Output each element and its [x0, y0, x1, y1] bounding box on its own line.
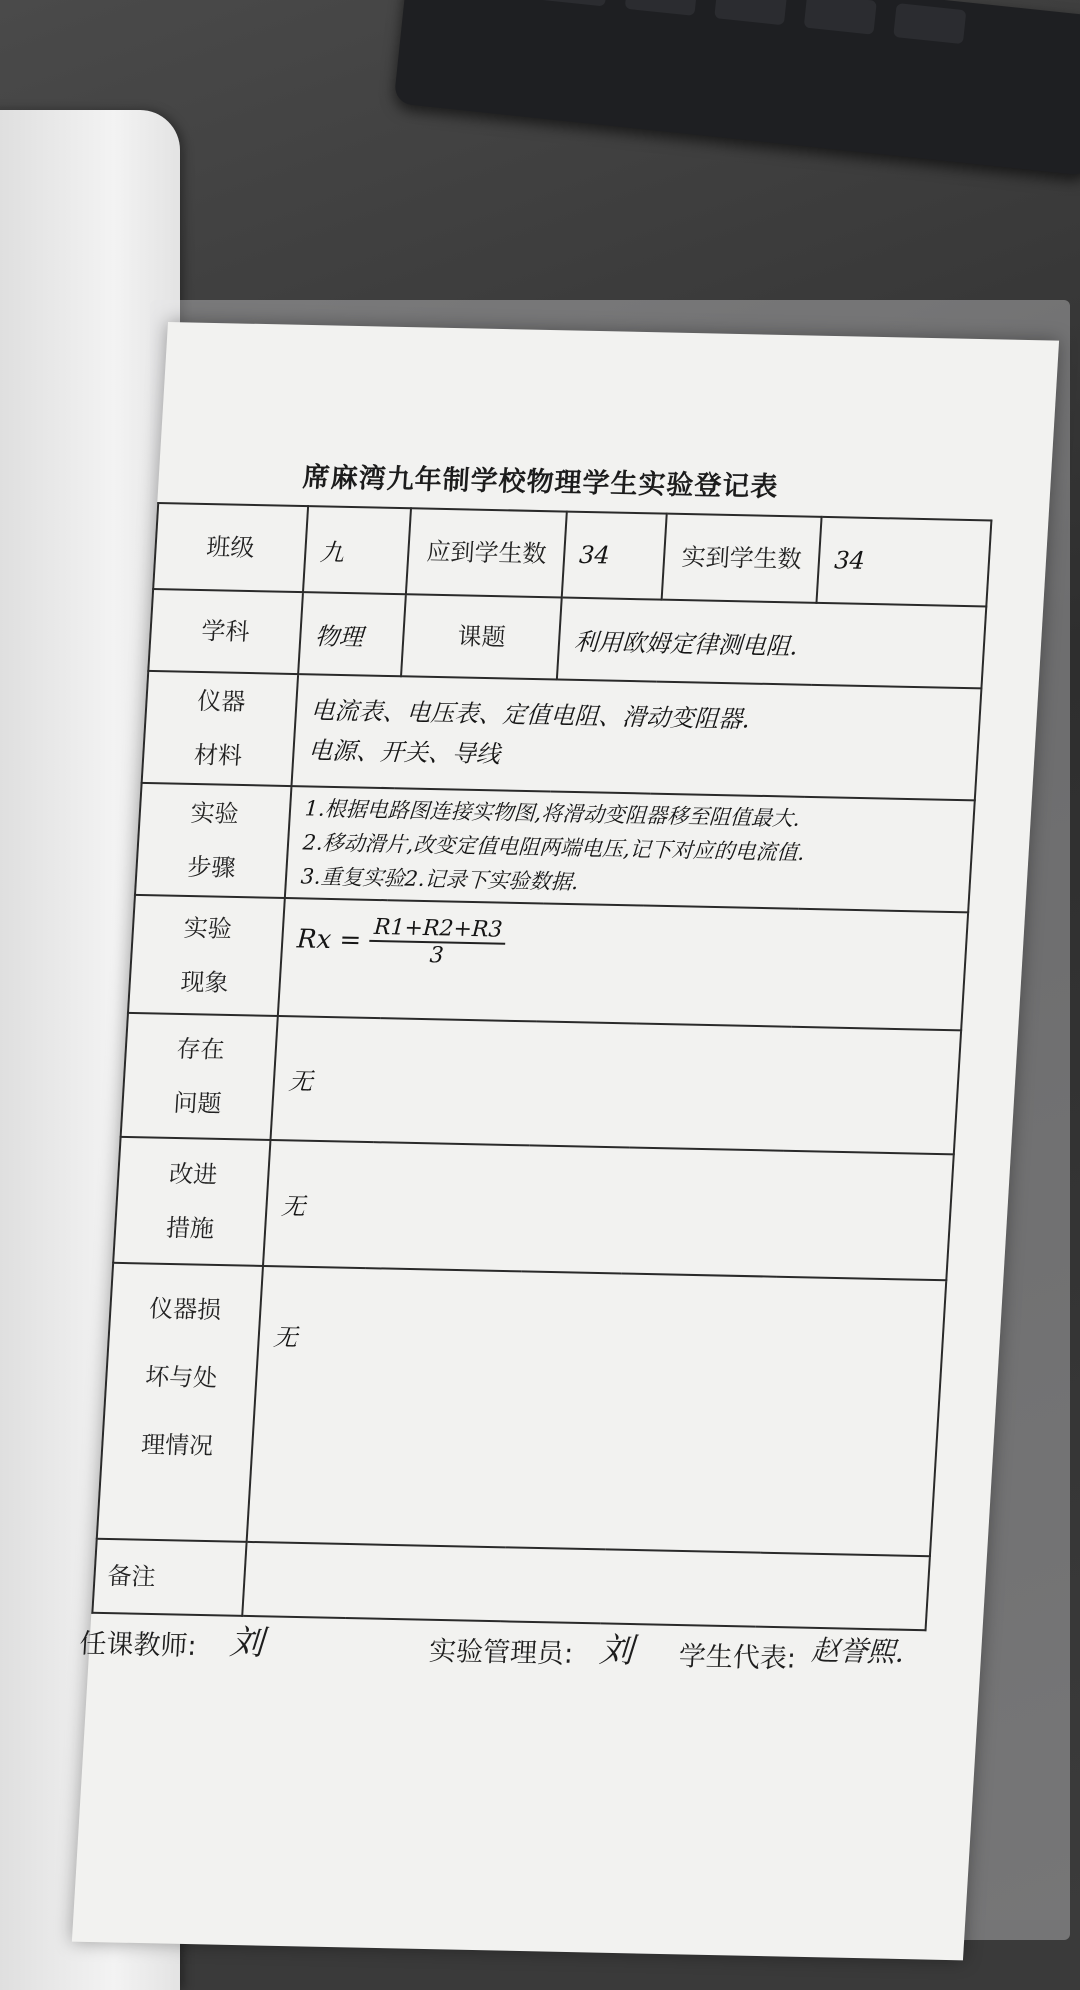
- problems-label: 存在 问题: [121, 1013, 278, 1140]
- phenomenon-value: [277, 898, 968, 1030]
- row-problems: [121, 1013, 962, 1154]
- registration-form-sheet: [72, 322, 1059, 1960]
- topic-label: 课题: [401, 594, 561, 679]
- form-title: 席麻湾九年制学校物理学生实验登记表: [301, 461, 780, 503]
- form-table: [91, 502, 992, 1631]
- row-steps: [135, 783, 975, 912]
- expected-students-value: 34: [562, 512, 667, 600]
- student-rep-label: 学生代表:: [677, 1641, 797, 1675]
- class-label: 班级: [153, 503, 308, 592]
- instruments-label: 仪器 材料: [142, 671, 298, 786]
- row-phenomenon: [128, 895, 968, 1030]
- damage-label: 仪器损 坏与处 理情况: [97, 1263, 263, 1542]
- steps-label: 实验 步骤: [135, 783, 291, 898]
- topic-value: 利用欧姆定律测电阻.: [557, 598, 986, 689]
- student-rep-signature: 赵誉熙.: [810, 1633, 906, 1669]
- improvements-value: 无: [263, 1140, 954, 1280]
- teacher-label: 任课教师:: [78, 1628, 198, 1662]
- subject-label: 学科: [148, 589, 302, 674]
- actual-students-value: 34: [817, 517, 992, 607]
- resistance-formula: Rx = $\frac{R1+R2+R3}{3}$: [295, 913, 507, 969]
- row-instruments: [142, 671, 982, 800]
- class-value: 九: [303, 506, 412, 594]
- lab-admin-label: 实验管理员:: [428, 1635, 575, 1670]
- row-improvements: [113, 1137, 954, 1280]
- remarks-label: 备注: [92, 1539, 246, 1616]
- phenomenon-label: 实验 现象: [128, 895, 284, 1016]
- steps-value: 1.根据电路图连接实物图,将滑动变阻器移至阻值最大. 2.移动滑片,改变定值电阻两端电压,记下对应的电流值. 3.重复实验2.记录下实验数据.: [284, 786, 974, 912]
- teacher-signature: 刘: [228, 1622, 265, 1664]
- problems-value: 无: [270, 1016, 961, 1154]
- expected-students-label: 应到学生数: [406, 508, 567, 597]
- damage-value: 无: [246, 1266, 946, 1556]
- actual-students-label: 实到学生数: [661, 514, 822, 603]
- subject-value: 物理: [298, 592, 407, 676]
- improvements-label: 改进 措施: [113, 1137, 270, 1266]
- instruments-value: 电流表、电压表、定值电阻、滑动变阻器. 电源、开关、导线: [291, 674, 981, 800]
- row-damage: [97, 1263, 947, 1556]
- lab-admin-signature: 刘: [598, 1630, 635, 1672]
- remarks-value: [242, 1542, 930, 1630]
